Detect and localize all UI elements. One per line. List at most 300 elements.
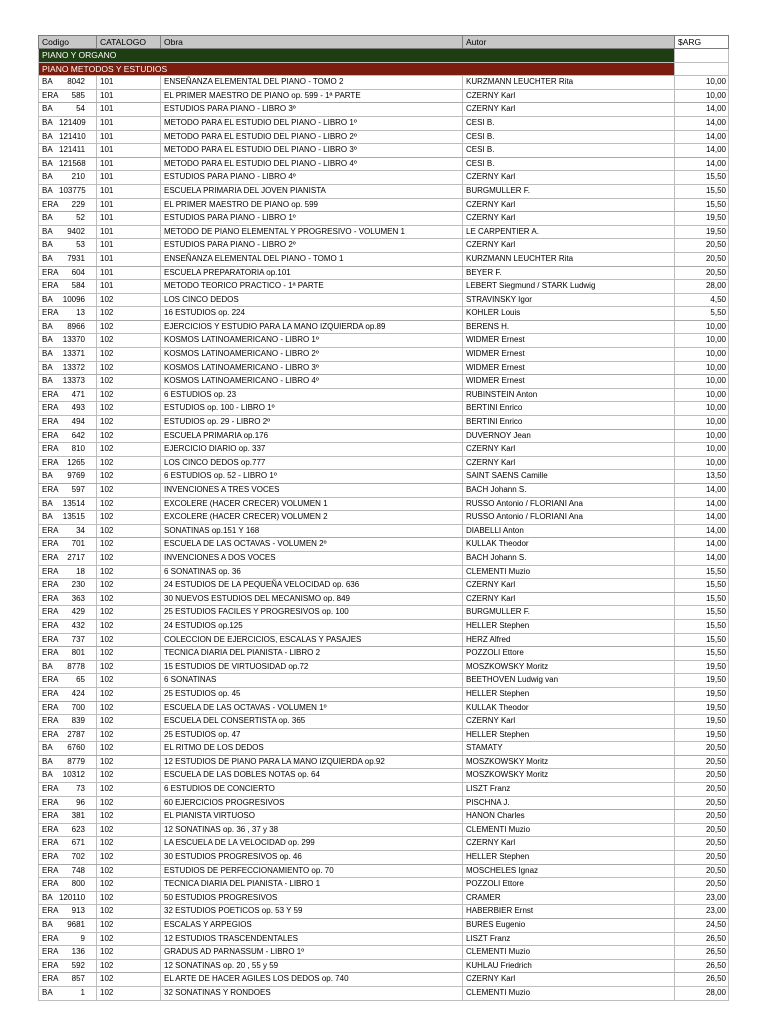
cell-precio: 15,50 [675, 647, 729, 661]
cell-catalogo: 102 [97, 307, 161, 321]
table-row [39, 633, 729, 647]
table-row [39, 184, 729, 198]
codigo-number: 34 [76, 525, 85, 535]
cell-catalogo: 102 [97, 660, 161, 674]
cell-autor: CZERNY Karl [463, 103, 675, 117]
cell-obra: 6 SONATINAS [161, 674, 463, 688]
cell-autor: KUHLAU Friedrich [463, 959, 675, 973]
cell-catalogo: 102 [97, 633, 161, 647]
cell-autor: WIDMER Ernest [463, 334, 675, 348]
cell-precio: 10,00 [675, 456, 729, 470]
cell-catalogo: 102 [97, 878, 161, 892]
cell-catalogo: 102 [97, 348, 161, 362]
cell-autor: STAMATY [463, 742, 675, 756]
cell-catalogo: 101 [97, 212, 161, 226]
cell-codigo [39, 144, 97, 158]
cell-obra: 30 NUEVOS ESTUDIOS DEL MECANISMO op. 849 [161, 592, 463, 606]
cell-autor: HANON Charles [463, 810, 675, 824]
codigo-prefix: ERA [42, 308, 59, 318]
cell-codigo [39, 606, 97, 620]
table-row [39, 973, 729, 987]
cell-catalogo: 102 [97, 810, 161, 824]
cell-catalogo: 102 [97, 728, 161, 742]
cell-obra: ESTUDIOS PARA PIANO - LIBRO 4º [161, 171, 463, 185]
cell-autor: CLEMENTI Muzio [463, 823, 675, 837]
codigo-number: 121411 [59, 145, 86, 155]
table-row [39, 89, 729, 103]
cell-obra: 6 ESTUDIOS op. 52 - LIBRO 1º [161, 470, 463, 484]
cell-precio: 20,50 [675, 810, 729, 824]
cell-precio: 19,50 [675, 674, 729, 688]
cell-codigo [39, 484, 97, 498]
codigo-number: 671 [71, 838, 85, 848]
table-row [39, 293, 729, 307]
cell-obra: 60 EJERCICIOS PROGRESIVOS [161, 796, 463, 810]
cell-obra: EL PRIMER MAESTRO DE PIANO op. 599 [161, 198, 463, 212]
cell-obra: METODO PARA EL ESTUDIO DEL PIANO - LIBRO 3º [161, 144, 463, 158]
cell-precio: 26,50 [675, 946, 729, 960]
cell-codigo [39, 198, 97, 212]
cell-autor: BERTINI Enrico [463, 416, 675, 430]
table-row [39, 171, 729, 185]
cell-catalogo: 102 [97, 986, 161, 1000]
cell-obra: TECNICA DIARIA DEL PIANISTA - LIBRO 2 [161, 647, 463, 661]
cell-codigo [39, 959, 97, 973]
codigo-number: 597 [71, 485, 85, 494]
cell-catalogo: 102 [97, 715, 161, 729]
cell-autor: BURES Eugenio [463, 919, 675, 933]
cell-obra: KOSMOS LATINOAMERICANO - LIBRO 4º [161, 375, 463, 389]
cell-codigo [39, 619, 97, 633]
cell-autor: WIDMER Ernest [463, 348, 675, 362]
codigo-number: 96 [76, 797, 85, 807]
cell-autor: CZERNY Karl [463, 456, 675, 470]
cell-obra: ESCUELA PRIMARIA DEL JOVEN PIANISTA [161, 184, 463, 198]
cell-precio: 14,00 [675, 157, 729, 171]
cell-obra: INVENCIONES A DOS VOCES [161, 551, 463, 565]
cell-codigo [39, 361, 97, 375]
codigo-number: 839 [71, 716, 85, 726]
cell-catalogo: 102 [97, 973, 161, 987]
table-row [39, 905, 729, 919]
cell-catalogo: 102 [97, 524, 161, 538]
cell-autor: MOSZKOWSKY Moritz [463, 660, 675, 674]
cell-codigo [39, 986, 97, 1000]
codigo-number: 53 [76, 240, 85, 250]
codigo-number: 54 [76, 104, 85, 114]
table-row [39, 252, 729, 266]
cell-catalogo: 102 [97, 796, 161, 810]
cell-autor: MOSCHELES Ignaz [463, 864, 675, 878]
table-row [39, 361, 729, 375]
codigo-number: 10096 [62, 294, 85, 304]
table-row [39, 687, 729, 701]
cell-autor: CESI B. [463, 157, 675, 171]
cell-codigo [39, 89, 97, 103]
codigo-number: 493 [71, 403, 85, 413]
cell-obra: 6 ESTUDIOS DE CONCIERTO [161, 783, 463, 797]
cell-autor: KURZMANN LEUCHTER Rita [463, 76, 675, 90]
cell-codigo [39, 252, 97, 266]
codigo-number: 121568 [59, 158, 86, 168]
codigo-number: 13370 [62, 335, 85, 345]
cell-autor: CESI B. [463, 130, 675, 144]
cell-codigo [39, 565, 97, 579]
cell-codigo [39, 728, 97, 742]
cell-obra: EL RITMO DE LOS DEDOS [161, 742, 463, 756]
cell-precio: 10,00 [675, 416, 729, 430]
table-row [39, 280, 729, 294]
codigo-prefix: BA [42, 661, 53, 671]
cell-obra: EL ARTE DE HACER AGILES LOS DEDOS op. 740 [161, 973, 463, 987]
cell-codigo [39, 769, 97, 783]
cell-codigo [39, 239, 97, 253]
cell-obra: ESTUDIOS DE PERFECCIONAMIENTO op. 70 [161, 864, 463, 878]
codigo-number: 585 [71, 90, 85, 100]
cell-catalogo: 102 [97, 511, 161, 525]
cell-obra: 25 ESTUDIOS op. 45 [161, 687, 463, 701]
codigo-prefix: ERA [42, 865, 59, 875]
table-row [39, 619, 729, 633]
cell-codigo [39, 674, 97, 688]
table-row [39, 769, 729, 783]
codigo-number: 10312 [62, 770, 85, 780]
table-row [39, 103, 729, 117]
table-row [39, 307, 729, 321]
cell-obra: METODO TEORICO PRACTICO - 1ª PARTE [161, 280, 463, 294]
table-row [39, 701, 729, 715]
cell-autor: CZERNY Karl [463, 579, 675, 593]
cell-autor: DIABELLI Anton [463, 524, 675, 538]
table-row [39, 851, 729, 865]
cell-precio: 28,00 [675, 986, 729, 1000]
codigo-number: 121410 [59, 131, 86, 141]
codigo-prefix: BA [42, 512, 53, 522]
cell-precio: 26,50 [675, 973, 729, 987]
cell-precio: 15,50 [675, 592, 729, 606]
table-row [39, 402, 729, 416]
cell-catalogo: 102 [97, 769, 161, 783]
cell-catalogo: 101 [97, 103, 161, 117]
cell-codigo [39, 402, 97, 416]
cell-precio: 20,50 [675, 742, 729, 756]
codigo-number: 8778 [67, 661, 85, 671]
codigo-prefix: ERA [42, 648, 59, 658]
cell-obra: 6 ESTUDIOS op. 23 [161, 388, 463, 402]
cell-catalogo: 101 [97, 171, 161, 185]
cell-codigo [39, 946, 97, 960]
table-row [39, 484, 729, 498]
cell-codigo [39, 334, 97, 348]
cell-obra: ESTUDIOS op. 100 - LIBRO 1º [161, 402, 463, 416]
cell-obra: LOS CINCO DEDOS [161, 293, 463, 307]
table-row [39, 728, 729, 742]
cell-codigo [39, 919, 97, 933]
cell-precio: 20,50 [675, 878, 729, 892]
header-obra: Obra [161, 36, 463, 49]
cell-catalogo: 102 [97, 538, 161, 552]
codigo-prefix: BA [42, 77, 53, 87]
cell-autor: MOSZKOWSKY Moritz [463, 769, 675, 783]
cell-precio: 19,50 [675, 728, 729, 742]
cell-catalogo: 101 [97, 157, 161, 171]
cell-autor: CZERNY Karl [463, 443, 675, 457]
cell-autor: BURGMULLER F. [463, 184, 675, 198]
cell-codigo [39, 116, 97, 130]
cell-obra: 24 ESTUDIOS op.125 [161, 619, 463, 633]
table-row [39, 348, 729, 362]
cell-autor: BACH Johann S. [463, 484, 675, 498]
cell-autor: HELLER Stephen [463, 687, 675, 701]
table-row [39, 225, 729, 239]
cell-codigo [39, 470, 97, 484]
codigo-prefix: BA [42, 213, 53, 223]
codigo-prefix: ERA [42, 675, 59, 685]
cell-catalogo: 102 [97, 484, 161, 498]
cell-catalogo: 102 [97, 674, 161, 688]
cell-precio: 19,50 [675, 701, 729, 715]
cell-autor: CZERNY Karl [463, 171, 675, 185]
cell-catalogo: 102 [97, 701, 161, 715]
cell-autor: RUBINSTEIN Anton [463, 388, 675, 402]
cell-codigo [39, 307, 97, 321]
cell-codigo [39, 456, 97, 470]
cell-precio: 15,50 [675, 633, 729, 647]
cell-obra: 6 SONATINAS op. 36 [161, 565, 463, 579]
codigo-number: 8966 [67, 321, 85, 331]
cell-catalogo: 102 [97, 946, 161, 960]
table-row [39, 919, 729, 933]
table-row [39, 266, 729, 280]
cell-precio: 14,00 [675, 524, 729, 538]
table-row [39, 130, 729, 144]
cell-catalogo: 101 [97, 280, 161, 294]
codigo-prefix: ERA [42, 607, 59, 617]
cell-autor: MOSZKOWSKY Moritz [463, 755, 675, 769]
codigo-prefix: ERA [42, 199, 59, 209]
cell-codigo [39, 103, 97, 117]
codigo-number: 65 [76, 675, 85, 685]
cell-precio: 14,00 [675, 538, 729, 552]
codigo-prefix: ERA [42, 702, 59, 712]
section-title-piano-organo: PIANO Y ORGANO [39, 49, 675, 63]
cell-catalogo: 102 [97, 851, 161, 865]
cell-autor: HABERBIER Ernst [463, 905, 675, 919]
codigo-prefix: BA [42, 362, 53, 372]
cell-autor: POZZOLI Ettore [463, 647, 675, 661]
codigo-prefix: BA [42, 104, 53, 114]
codigo-prefix: ERA [42, 485, 59, 494]
cell-autor: KURZMANN LEUCHTER Rita [463, 252, 675, 266]
cell-obra: 32 ESTUDIOS POETICOS op. 53 Y 59 [161, 905, 463, 919]
cell-codigo [39, 497, 97, 511]
cell-obra: INVENCIONES A TRES VOCES [161, 484, 463, 498]
cell-obra: 24 ESTUDIOS DE LA PEQUEÑA VELOCIDAD op. 636 [161, 579, 463, 593]
codigo-prefix: ERA [42, 947, 59, 957]
cell-precio: 5,50 [675, 307, 729, 321]
codigo-number: 801 [71, 648, 85, 658]
cell-catalogo: 102 [97, 565, 161, 579]
table-row [39, 715, 729, 729]
cell-codigo [39, 864, 97, 878]
codigo-number: 13372 [62, 362, 85, 372]
cell-autor: BERTINI Enrico [463, 402, 675, 416]
cell-obra: EL PRIMER MAESTRO DE PIANO op. 599 - 1ª PARTE [161, 89, 463, 103]
codigo-prefix: ERA [42, 566, 59, 576]
codigo-prefix: ERA [42, 974, 59, 984]
cell-obra: ESCUELA PREPARATORIA op.101 [161, 266, 463, 280]
cell-autor: CZERNY Karl [463, 198, 675, 212]
codigo-prefix: BA [42, 471, 53, 481]
cell-codigo [39, 320, 97, 334]
cell-obra: METODO DE PIANO ELEMENTAL Y PROGRESIVO - VOLUMEN 1 [161, 225, 463, 239]
codigo-number: 702 [71, 852, 85, 862]
cell-obra: KOSMOS LATINOAMERICANO - LIBRO 2º [161, 348, 463, 362]
cell-autor: PISCHNA J. [463, 796, 675, 810]
cell-autor: HELLER Stephen [463, 851, 675, 865]
codigo-prefix: BA [42, 335, 53, 345]
table-row [39, 783, 729, 797]
cell-precio: 14,00 [675, 103, 729, 117]
cell-catalogo: 102 [97, 551, 161, 565]
price-list-table [38, 35, 729, 1001]
table-row [39, 198, 729, 212]
codigo-number: 229 [71, 199, 85, 209]
cell-catalogo: 102 [97, 619, 161, 633]
codigo-prefix: ERA [42, 580, 59, 590]
codigo-number: 13514 [62, 498, 85, 508]
cell-codigo [39, 416, 97, 430]
codigo-prefix: BA [42, 376, 53, 386]
cell-precio: 26,50 [675, 932, 729, 946]
cell-autor: DUVERNOY Jean [463, 429, 675, 443]
cell-codigo [39, 171, 97, 185]
table-row [39, 524, 729, 538]
cell-autor: CZERNY Karl [463, 592, 675, 606]
cell-catalogo: 102 [97, 606, 161, 620]
cell-obra: ESTUDIOS PARA PIANO - LIBRO 1º [161, 212, 463, 226]
cell-catalogo: 101 [97, 198, 161, 212]
cell-autor: HERZ Alfred [463, 633, 675, 647]
cell-obra: 15 ESTUDIOS DE VIRTUOSIDAD op.72 [161, 660, 463, 674]
cell-obra: ESCUELA DEL CONSERTISTA op. 365 [161, 715, 463, 729]
codigo-number: 737 [71, 634, 85, 644]
codigo-prefix: BA [42, 131, 53, 141]
cell-obra: ESTUDIOS PARA PIANO - LIBRO 2º [161, 239, 463, 253]
cell-catalogo: 102 [97, 470, 161, 484]
codigo-prefix: ERA [42, 389, 59, 399]
cell-precio: 4,50 [675, 293, 729, 307]
cell-autor: HELLER Stephen [463, 728, 675, 742]
cell-autor: LISZT Franz [463, 783, 675, 797]
cell-catalogo: 101 [97, 116, 161, 130]
cell-precio: 10,00 [675, 320, 729, 334]
section-price-blank [675, 49, 729, 63]
cell-autor: CLEMENTI Muzio [463, 986, 675, 1000]
cell-precio: 10,00 [675, 76, 729, 90]
section-row-metodos-estudios [39, 62, 729, 76]
table-row [39, 674, 729, 688]
cell-precio: 20,50 [675, 252, 729, 266]
table-row [39, 375, 729, 389]
table-row [39, 660, 729, 674]
cell-autor: SAINT SAENS Camille [463, 470, 675, 484]
codigo-number: 494 [71, 417, 85, 427]
codigo-number: 700 [71, 702, 85, 712]
cell-autor: CZERNY Karl [463, 89, 675, 103]
cell-catalogo: 102 [97, 864, 161, 878]
cell-autor: BERENS H. [463, 320, 675, 334]
cell-catalogo: 102 [97, 334, 161, 348]
codigo-number: 381 [71, 811, 85, 821]
table-row [39, 606, 729, 620]
table-row [39, 538, 729, 552]
section-row-piano-organo [39, 49, 729, 63]
codigo-number: 363 [71, 593, 85, 603]
cell-precio: 15,50 [675, 184, 729, 198]
cell-precio: 15,50 [675, 565, 729, 579]
codigo-number: 810 [71, 444, 85, 454]
cell-precio: 20,50 [675, 823, 729, 837]
codigo-number: 8042 [67, 77, 85, 87]
cell-obra: KOSMOS LATINOAMERICANO - LIBRO 1º [161, 334, 463, 348]
cell-codigo [39, 905, 97, 919]
codigo-number: 592 [71, 960, 85, 970]
cell-obra: ESCALAS Y ARPEGIOS [161, 919, 463, 933]
cell-codigo [39, 701, 97, 715]
cell-codigo [39, 511, 97, 525]
codigo-number: 8779 [67, 756, 85, 766]
codigo-prefix: ERA [42, 960, 59, 970]
codigo-prefix: ERA [42, 539, 59, 549]
cell-obra: 30 ESTUDIOS PROGRESIVOS op. 46 [161, 851, 463, 865]
cell-catalogo: 102 [97, 959, 161, 973]
codigo-prefix: BA [42, 349, 53, 359]
cell-codigo [39, 184, 97, 198]
cell-precio: 14,00 [675, 551, 729, 565]
codigo-prefix: BA [42, 158, 53, 168]
cell-catalogo: 102 [97, 755, 161, 769]
codigo-prefix: ERA [42, 403, 59, 413]
cell-codigo [39, 647, 97, 661]
cell-catalogo: 101 [97, 239, 161, 253]
codigo-number: 13373 [62, 376, 85, 386]
cell-precio: 19,50 [675, 660, 729, 674]
cell-codigo [39, 538, 97, 552]
cell-autor: CLEMENTI Muzio [463, 946, 675, 960]
codigo-number: 73 [76, 784, 85, 794]
codigo-prefix: BA [42, 743, 53, 753]
table-row [39, 144, 729, 158]
cell-obra: METODO PARA EL ESTUDIO DEL PIANO - LIBRO 2º [161, 130, 463, 144]
cell-catalogo: 102 [97, 905, 161, 919]
codigo-prefix: ERA [42, 457, 59, 467]
table-row [39, 388, 729, 402]
cell-precio: 26,50 [675, 959, 729, 973]
cell-codigo [39, 388, 97, 402]
cell-autor: HELLER Stephen [463, 619, 675, 633]
cell-obra: EJERCICIOS Y ESTUDIO PARA LA MANO IZQUIERDA op.89 [161, 320, 463, 334]
codigo-number: 120110 [59, 892, 86, 902]
cell-obra: METODO PARA EL ESTUDIO DEL PIANO - LIBRO 1º [161, 116, 463, 130]
cell-catalogo: 101 [97, 184, 161, 198]
cell-precio: 14,00 [675, 511, 729, 525]
codigo-prefix: ERA [42, 525, 59, 535]
cell-catalogo: 101 [97, 225, 161, 239]
cell-catalogo: 101 [97, 252, 161, 266]
table-row [39, 497, 729, 511]
cell-codigo [39, 157, 97, 171]
